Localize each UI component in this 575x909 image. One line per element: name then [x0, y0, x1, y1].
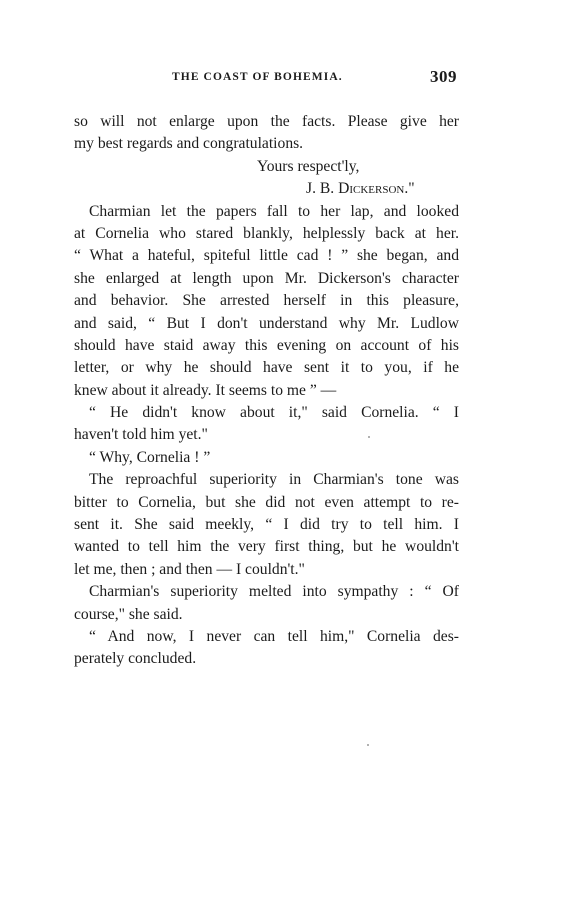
page-text [74, 111, 459, 671]
text-line: letter, or why he should have sent it to you, if he [74, 359, 459, 377]
paragraph [74, 581, 459, 626]
page-number: 309 [430, 67, 457, 86]
text-line: “ Why, Cornelia ! ” [89, 448, 211, 466]
letter-closing: Yours respect'ly, [257, 157, 360, 175]
running-head [74, 67, 459, 91]
text-line: and said, “ But I don't understand why Mr. Ludlow [74, 314, 459, 332]
letter-signature: J. B. Dickerson." [306, 180, 415, 198]
paragraph [74, 201, 459, 403]
paper-speck [368, 436, 370, 438]
text-line: let me, then ; and then — I couldn't." [74, 560, 305, 578]
text-line: she enlarged at length upon Mr. Dickerson's character [74, 269, 459, 287]
text-line: perately concluded. [74, 650, 197, 668]
paper-speck [367, 744, 369, 746]
text-line: should have staid away this evening on account of his [74, 336, 459, 354]
running-title: THE COAST OF BOHEMIA. [172, 71, 343, 83]
text-line: at Cornelia who stared blankly, helplessly back at her. [74, 224, 459, 242]
text-line: so will not enlarge upon the facts. Please give her [74, 113, 459, 130]
paragraph [74, 447, 459, 469]
text-line: course," she said. [74, 605, 183, 623]
text-line: “ He didn't know about it," said Cornelia. “ I [89, 404, 459, 422]
text-line: Charmian let the papers fall to her lap, and looked [89, 202, 459, 220]
text-line: my best regards and congratulations. [74, 135, 304, 153]
text-line: Charmian's superiority melted into sympathy : “ Of [89, 583, 459, 601]
paragraph [74, 626, 459, 671]
paragraph [74, 469, 459, 581]
letter-ending [74, 111, 459, 201]
text-line: “ What a hateful, spiteful little cad ! ” she began, and [74, 247, 459, 265]
text-line: haven't told him yet." [74, 426, 208, 444]
paragraph [74, 402, 459, 447]
text-line: “ And now, I never can tell him," Cornelia des- [89, 627, 459, 645]
text-line: wanted to tell him the very first thing, but he wouldn't [74, 538, 459, 556]
text-line: The reproachful superiority in Charmian's tone was [89, 471, 459, 489]
text-line: sent it. She said meekly, “ I did try to tell him. I [74, 516, 459, 534]
text-line: and behavior. She arrested herself in this pleasure, [74, 292, 459, 310]
text-line: bitter to Cornelia, but she did not even attempt to re- [74, 493, 459, 511]
text-line: knew about it already. It seems to me ” — [74, 381, 337, 399]
